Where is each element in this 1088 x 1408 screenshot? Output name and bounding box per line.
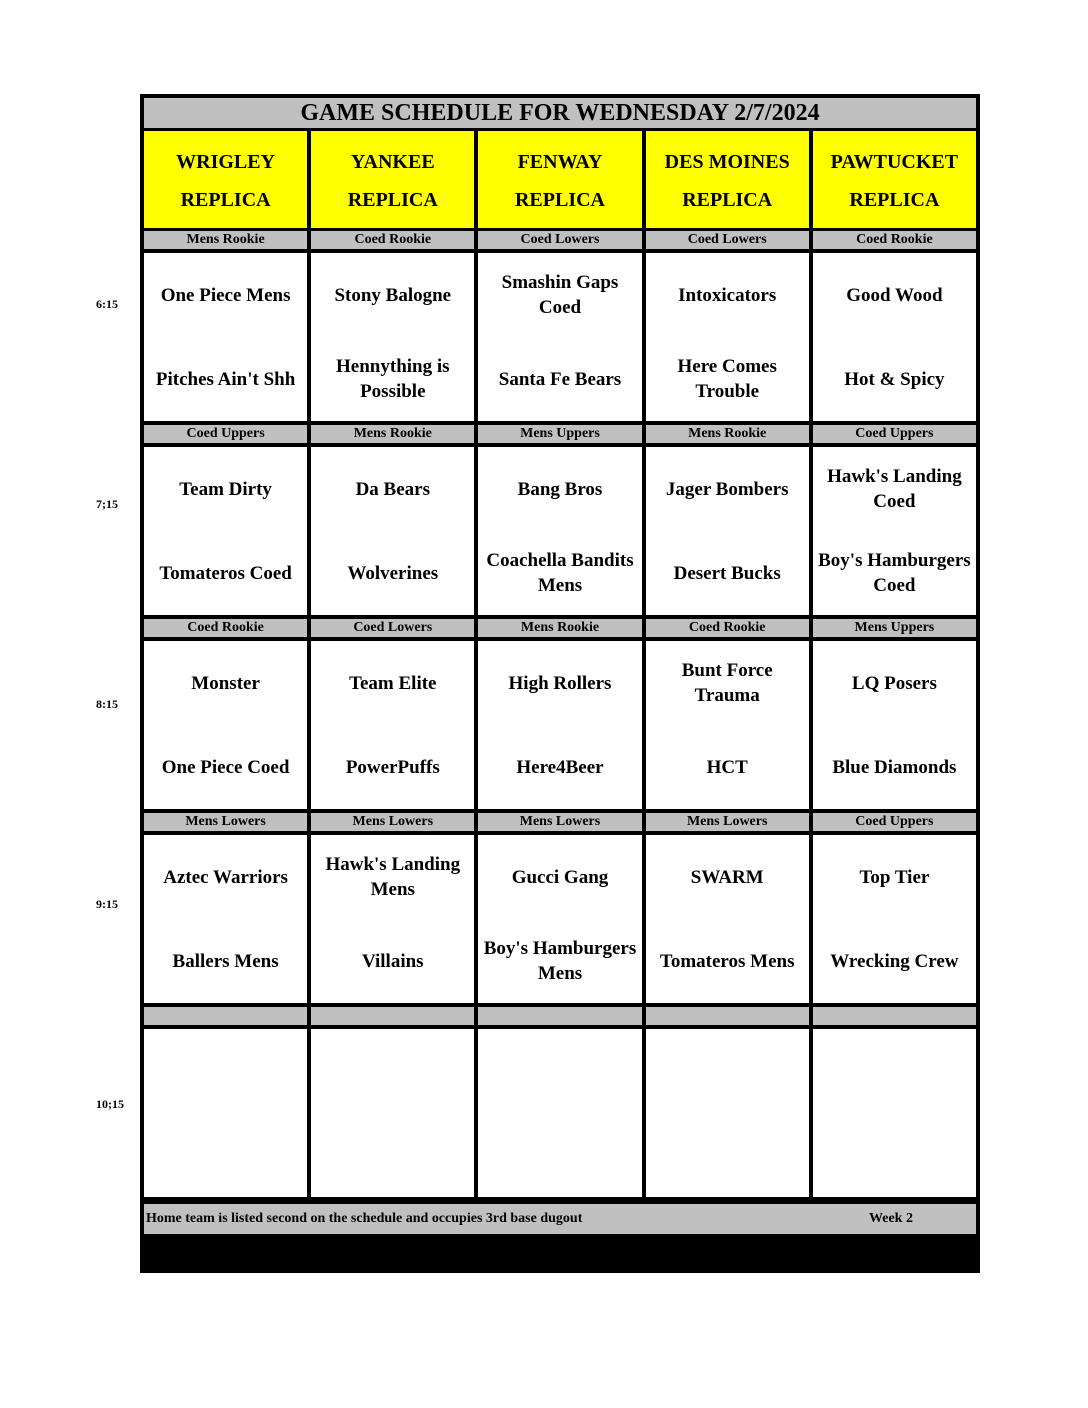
game-slot [478,253,641,425]
field-name: DES MOINES [664,151,790,173]
home-team: Boy's Hamburgers Mens [483,938,637,984]
field-name: PAWTUCKET [830,151,959,173]
game-slot [813,447,976,619]
division-label: Mens Rookie [478,619,641,641]
home-team: PowerPuffs [345,756,440,778]
away-team: Bunt Force Trauma [681,660,773,706]
game-slot [813,835,976,1007]
division-label [478,1007,641,1029]
page-title: GAME SCHEDULE FOR WEDNESDAY 2/7/2024 [144,98,976,131]
division-label: Coed Rookie [311,231,474,253]
game-slot [311,447,474,619]
division-label: Mens Rookie [311,425,474,447]
home-team: Coachella Bandits Mens [486,550,634,596]
away-team: Top Tier [859,866,930,888]
away-team: Bang Bros [517,478,603,500]
home-team: Villains [361,950,424,972]
away-team: Da Bears [355,478,430,500]
game-slot [144,253,307,425]
away-team: High Rollers [508,672,612,694]
game-slot [478,641,641,813]
division-label: Coed Rookie [144,619,307,641]
away-team: One Piece Mens [160,284,291,306]
game-slot [646,1029,809,1201]
game-slot [646,641,809,813]
game-slot [646,253,809,425]
division-label: Mens Lowers [311,813,474,835]
home-team [558,1113,562,1197]
division-label: Mens Lowers [478,813,641,835]
division-label: Mens Lowers [646,813,809,835]
division-label: Coed Lowers [646,231,809,253]
time-label: 10;15 [96,1097,124,1111]
field-name: WRIGLEY [176,151,276,173]
away-team: SWARM [690,866,764,888]
away-team [725,1029,729,1113]
game-slot [646,835,809,1007]
game-slot [311,253,474,425]
game-slot [144,447,307,619]
time-column [0,0,140,1408]
home-team [391,1113,395,1197]
division-label: Coed Rookie [813,231,976,253]
away-team: Aztec Warriors [163,866,288,888]
time-label: 7;15 [96,497,118,511]
home-team: Desert Bucks [673,562,781,584]
division-label: Mens Rookie [144,231,307,253]
division-label: Coed Lowers [478,231,641,253]
home-team: Blue Diamonds [832,756,957,778]
home-team: One Piece Coed [161,756,290,778]
home-team: Here4Beer [516,756,604,778]
field-header [813,131,976,231]
away-team: Team Elite [349,672,437,694]
home-team: Ballers Mens [172,950,279,972]
game-slot [144,835,307,1007]
field-subtitle: REPLICA [180,189,271,211]
home-team: Pitches Ain't Shh [155,368,296,390]
away-team: Intoxicators [678,284,777,306]
schedule-table [140,94,980,1273]
away-team: Jager Bombers [665,478,789,500]
away-team: LQ Posers [851,672,937,694]
away-team [391,1029,395,1113]
division-label: Mens Lowers [144,813,307,835]
away-team: Good Wood [846,284,943,306]
game-slot [478,447,641,619]
week-label: Week 2 [869,1211,913,1226]
away-team: Gucci Gang [511,866,609,888]
game-slot [144,641,307,813]
field-header [478,131,641,231]
field-header [646,131,809,231]
footer [144,1201,976,1234]
game-slot [478,835,641,1007]
time-label: 9:15 [96,897,118,911]
home-team [892,1113,896,1197]
home-team: Hennything is Possible [336,356,450,402]
field-header [311,131,474,231]
field-name: YANKEE [350,151,435,173]
away-team: Stony Balogne [334,284,452,306]
division-label: Coed Uppers [813,425,976,447]
division-label: Mens Uppers [813,619,976,641]
away-team [224,1029,228,1113]
footer-note: Home team is listed second on the schedule and occupies 3rd base dugout [146,1211,583,1226]
division-label: Coed Lowers [311,619,474,641]
home-team: HCT [706,756,748,778]
game-slot [478,1029,641,1201]
game-slot [311,1029,474,1201]
division-label [813,1007,976,1029]
away-team: Team Dirty [179,478,272,500]
home-team: Here Comes Trouble [677,356,777,402]
game-slot [144,1029,307,1201]
game-slot [311,835,474,1007]
division-label: Coed Uppers [813,813,976,835]
game-slot [311,641,474,813]
home-team: Hot & Spicy [844,368,945,390]
division-label: Mens Uppers [478,425,641,447]
home-team: Tomateros Mens [659,950,795,972]
field-name: FENWAY [517,151,603,173]
field-subtitle: REPLICA [514,189,605,211]
away-team: Monster [191,672,260,694]
field-subtitle: REPLICA [849,189,940,211]
away-team [558,1029,562,1113]
field-header [144,131,307,231]
game-slot [813,253,976,425]
division-label: Coed Rookie [646,619,809,641]
away-team: Smashin Gaps Coed [501,272,619,318]
home-team: Tomateros Coed [159,562,292,584]
home-team: Santa Fe Bears [498,368,622,390]
time-label: 6:15 [96,297,118,311]
division-label [144,1007,307,1029]
away-team [892,1029,896,1113]
game-slot [646,447,809,619]
division-label [646,1007,809,1029]
home-team [224,1113,228,1197]
home-team: Wolverines [347,562,439,584]
game-slot [813,641,976,813]
away-team: Hawk's Landing Coed [827,466,962,512]
away-team: Hawk's Landing Mens [325,854,461,900]
time-label: 8:15 [96,697,118,711]
division-label [311,1007,474,1029]
division-label: Mens Rookie [646,425,809,447]
field-subtitle: REPLICA [682,189,773,211]
home-team [725,1113,729,1197]
home-team: Wrecking Crew [830,950,959,972]
division-label: Coed Uppers [144,425,307,447]
game-slot [813,1029,976,1201]
home-team: Boy's Hamburgers Coed [818,550,971,596]
field-subtitle: REPLICA [347,189,438,211]
